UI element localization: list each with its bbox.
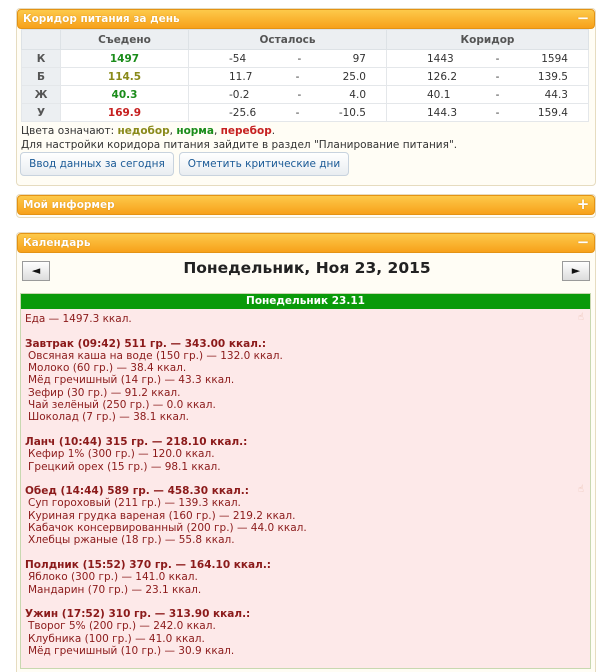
corridor-from: 40.1 [427, 88, 451, 101]
range-dash: - [495, 52, 500, 65]
collapse-icon[interactable]: − [576, 9, 590, 27]
eaten-value: 114.5 [61, 68, 189, 86]
range-dash: - [495, 106, 500, 119]
corridor-header-row [22, 30, 589, 50]
remaining-from: -0.2 [229, 88, 250, 101]
range-dash: - [297, 52, 302, 65]
color-legend [21, 125, 275, 137]
meal-item: Молоко (60 гр.) — 38.4 ккал. [28, 362, 187, 375]
day-header: Понедельник 23.11 [21, 294, 590, 309]
legend-prefix: Цвета означают: [21, 125, 115, 137]
meal-item: Кефир 1% (300 гр.) — 120.0 ккал. [28, 448, 215, 461]
corridor-header-corridor: Коридор [387, 30, 589, 50]
meal-title: Ланч (10:44) 315 гр. — 218.10 ккал.: [25, 435, 248, 448]
legend-over: перебор [220, 125, 272, 137]
corridor-to: 44.3 [544, 88, 568, 101]
informer-panel-header[interactable] [17, 195, 595, 215]
prev-day-button[interactable]: ◄ [22, 261, 50, 281]
corridor-to: 1594 [541, 52, 568, 65]
expand-icon[interactable]: + [576, 195, 590, 213]
remaining-from: 11.7 [229, 70, 253, 83]
corridor-row-b [22, 68, 589, 86]
meal-item: Клубника (100 гр.) — 41.0 ккал. [28, 632, 205, 645]
meal-title: Обед (14:44) 589 гр. — 458.30 ккал.: [25, 485, 249, 498]
corridor-from: 1443 [427, 52, 454, 65]
corridor-header-remaining: Осталось [189, 30, 387, 50]
meal-item: Кабачок консервированный (200 гр.) — 44.0 ккал. [28, 522, 307, 535]
meal-item: Мёд гречишный (14 гр.) — 43.3 ккал. [28, 374, 235, 387]
row-label: К [22, 50, 61, 68]
food-total: Еда — 1497.3 ккал. [25, 313, 132, 325]
remaining-to: 25.0 [342, 70, 366, 83]
meal-item: Творог 5% (200 гр.) — 242.0 ккал. [28, 620, 216, 633]
informer-panel [16, 194, 596, 218]
legend-under: недобор [117, 125, 170, 137]
meal-item: Овсяная каша на воде (150 гр.) — 132.0 ккал. [28, 349, 283, 362]
range-dash: - [495, 88, 500, 101]
corridor-from: 126.2 [427, 70, 458, 83]
calendar-panel-title: Календарь [23, 237, 91, 249]
hand-pointer-icon[interactable]: ☝ [577, 312, 584, 323]
day-box [20, 293, 591, 669]
eaten-value: 169.9 [61, 104, 189, 122]
remaining-from: -54 [229, 52, 247, 65]
remaining-from: -25.6 [229, 106, 257, 119]
meal-item: Куриная грудка вареная (160 гр.) — 219.2 ккал. [28, 509, 296, 522]
corridor-row-zh [22, 86, 589, 104]
informer-panel-title: Мой информер [23, 199, 115, 211]
setup-note: Для настройки коридора питания зайдите в раздел "Планирование питания". [21, 139, 458, 151]
corridor-table [21, 29, 589, 122]
hand-pointer-icon[interactable]: ☝ [577, 484, 584, 495]
collapse-icon[interactable]: − [576, 233, 590, 251]
calendar-date: Понедельник, Ноя 23, 2015 [183, 259, 431, 277]
corridor-from: 144.3 [427, 106, 458, 119]
range-dash: - [295, 106, 300, 119]
meal-item: Суп гороховый (211 гр.) — 139.3 ккал. [28, 497, 241, 510]
eaten-value: 1497 [61, 50, 189, 68]
row-label: Ж [22, 86, 61, 104]
meal-item: Шоколад (7 гр.) — 38.1 ккал. [28, 411, 189, 424]
meal-item: Зефир (30 гр.) — 91.2 ккал. [28, 386, 181, 399]
corridor-to: 139.5 [537, 70, 568, 83]
next-day-button[interactable]: ► [562, 261, 590, 281]
corridor-row-k [22, 50, 589, 68]
row-label: У [22, 104, 61, 122]
mark-critical-days-button[interactable]: Отметить критические дни [179, 152, 349, 176]
meal-item: Мёд гречишный (10 гр.) — 30.9 ккал. [28, 645, 235, 658]
meal-item: Хлебцы ржаные (18 гр.) — 55.8 ккал. [28, 534, 235, 547]
calendar-panel-header[interactable] [17, 233, 595, 253]
meal-item: Грецкий орех (15 гр.) — 98.1 ккал. [28, 460, 221, 473]
day-content [25, 313, 585, 657]
meal-item: Мандарин (70 гр.) — 23.1 ккал. [28, 583, 202, 596]
meal-title: Завтрак (09:42) 511 гр. — 343.00 ккал.: [25, 337, 267, 350]
corridor-to: 159.4 [537, 106, 568, 119]
range-dash: - [495, 70, 500, 83]
range-dash: - [297, 88, 302, 101]
corridor-panel-title: Коридор питания за день [23, 13, 180, 25]
meal-item: Яблоко (300 гр.) — 141.0 ккал. [28, 571, 198, 584]
remaining-to: 97 [352, 52, 366, 65]
legend-end: . [271, 125, 276, 137]
legend-sep: , [213, 125, 218, 137]
remaining-to: 4.0 [349, 88, 366, 101]
remaining-to: -10.5 [338, 106, 366, 119]
corridor-header-blank [22, 30, 61, 50]
legend-norm: норма [176, 125, 214, 137]
corridor-panel-header[interactable] [17, 9, 595, 29]
meal-title: Полдник (15:52) 370 гр. — 164.10 ккал.: [25, 558, 272, 571]
row-label: Б [22, 68, 61, 86]
range-dash: - [295, 70, 300, 83]
enter-today-button[interactable]: Ввод данных за сегодня [20, 152, 174, 176]
corridor-header-eaten: Съедено [61, 30, 189, 50]
meal-title: Ужин (17:52) 310 гр. — 313.90 ккал.: [25, 608, 251, 621]
corridor-row-u [22, 104, 589, 122]
legend-sep: , [169, 125, 173, 137]
meal-item: Чай зелёный (250 гр.) — 0.0 ккал. [28, 399, 216, 412]
eaten-value: 40.3 [61, 86, 189, 104]
